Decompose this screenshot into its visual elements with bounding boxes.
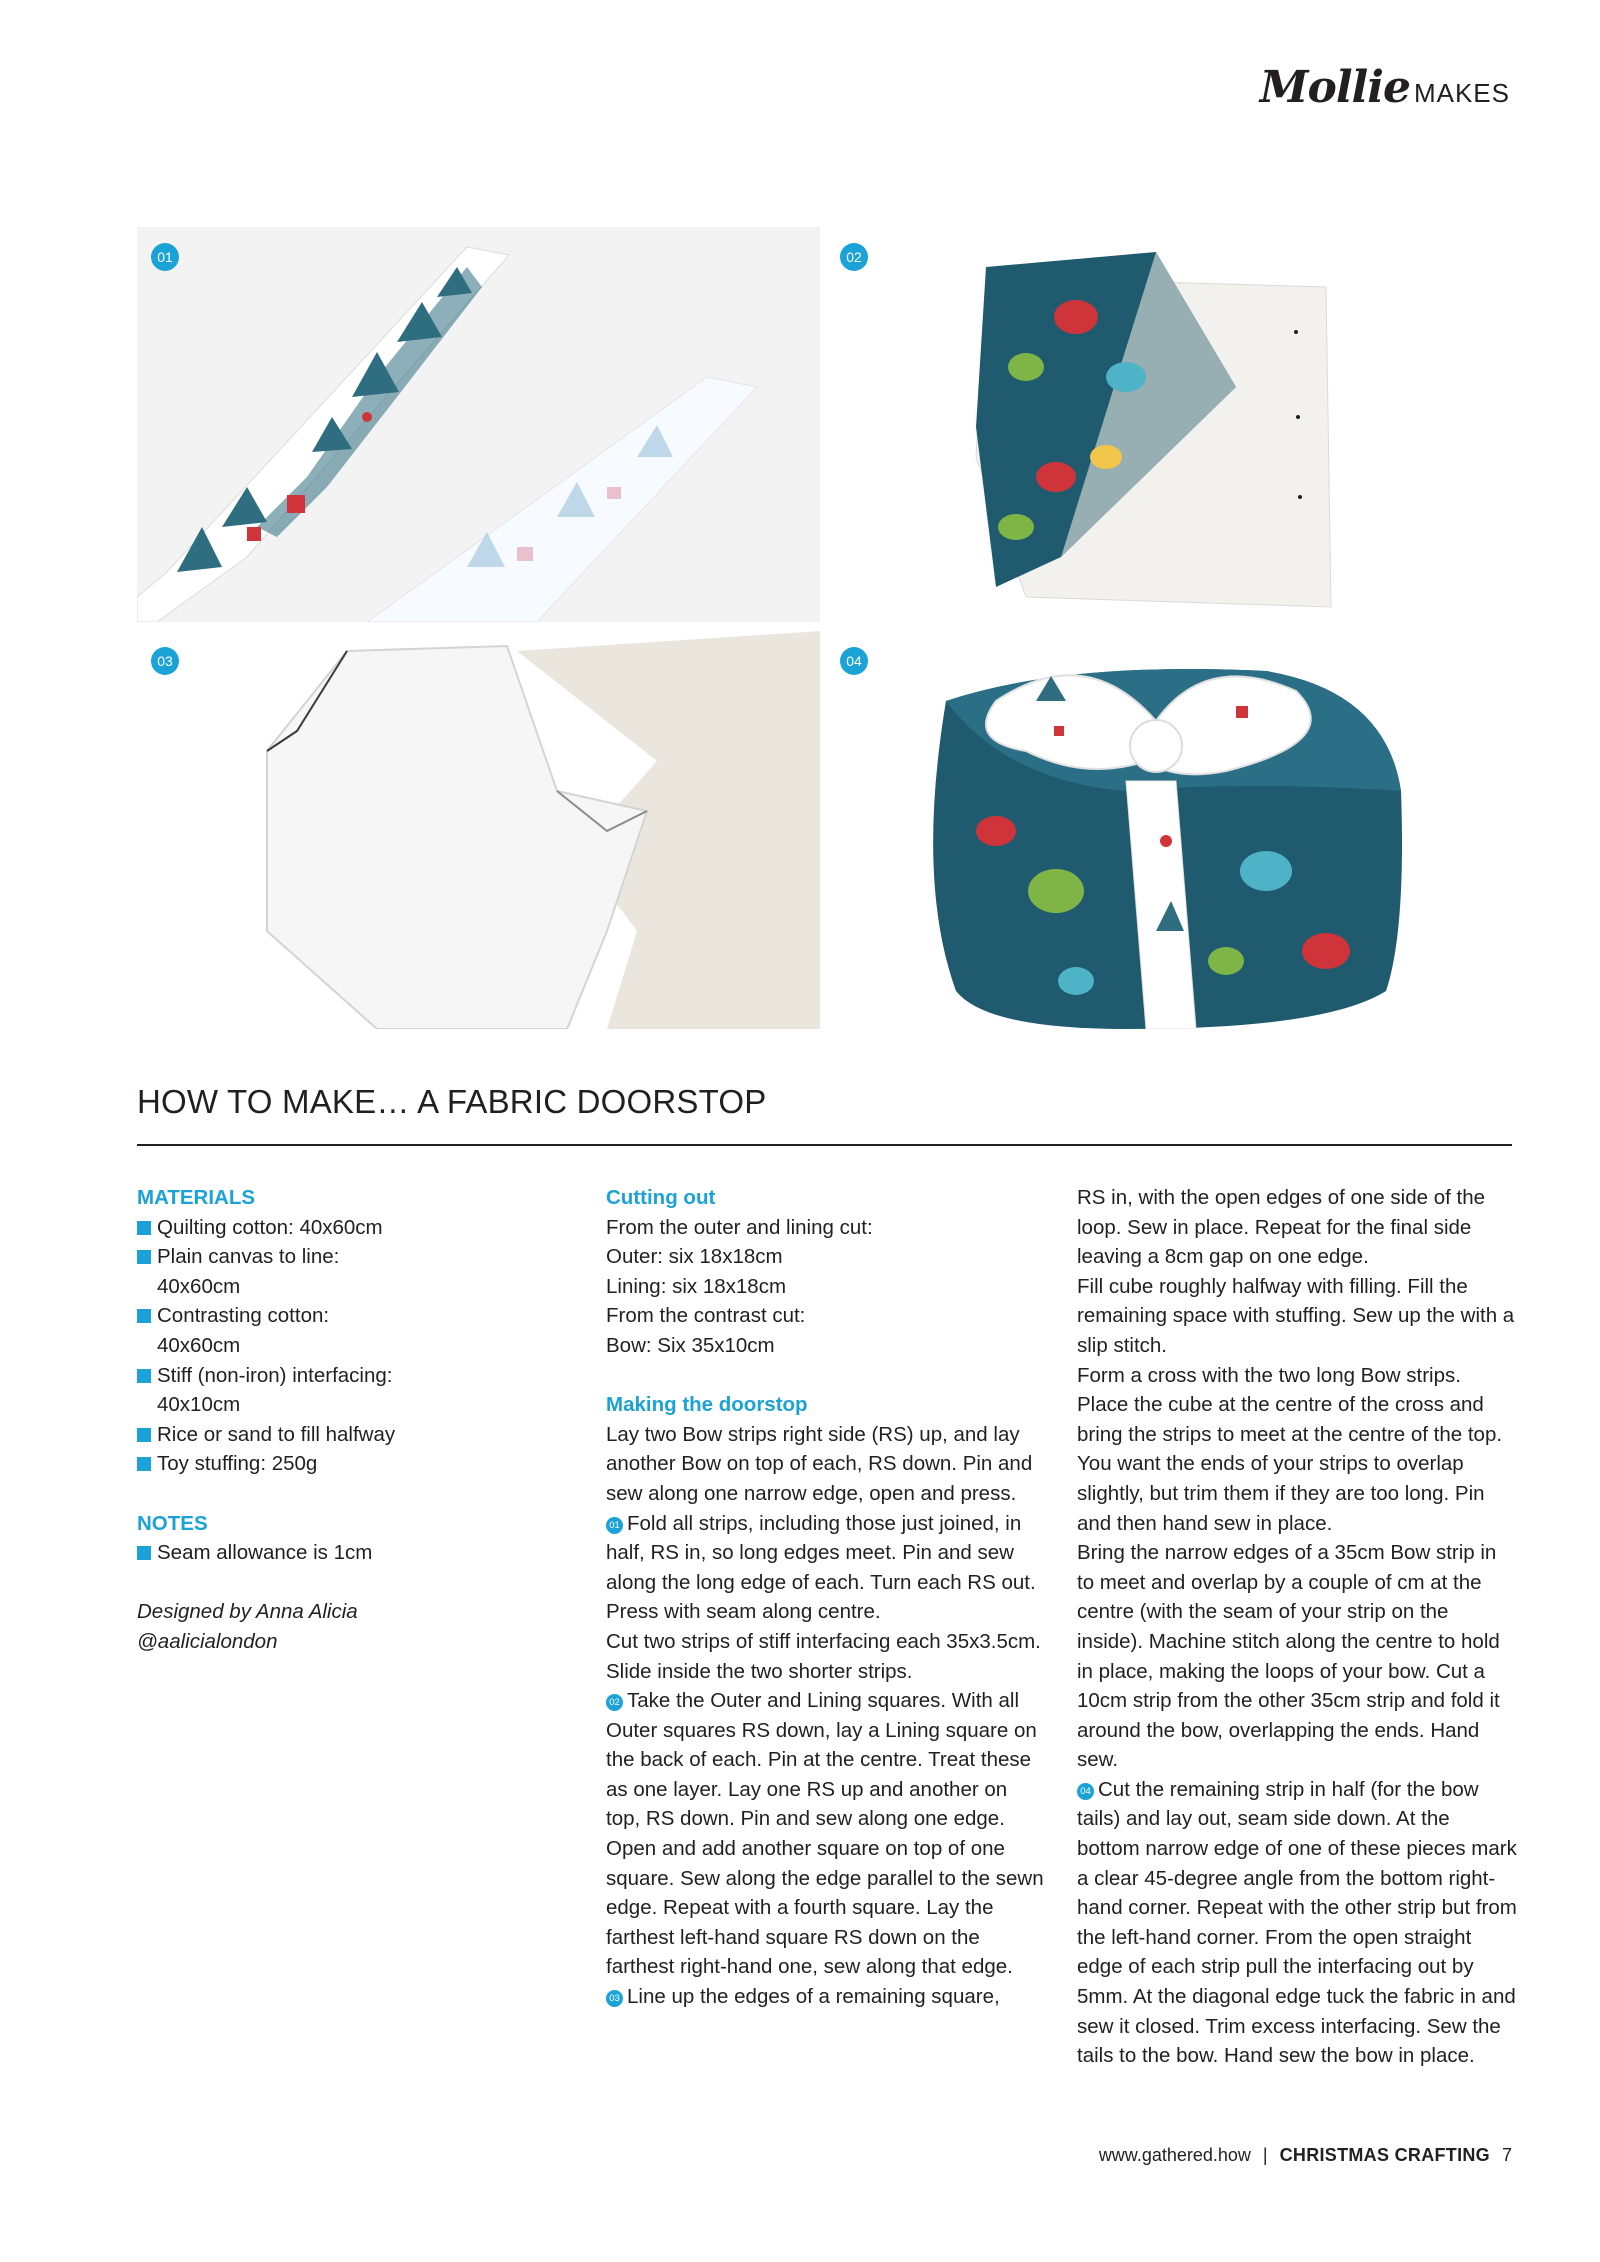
cutting-line: From the contrast cut: [606, 1304, 806, 1328]
note-item [137, 1538, 537, 1568]
bullet-square-icon [137, 1369, 151, 1383]
bullet-square-icon [137, 1546, 151, 1560]
material-item [137, 1449, 537, 1479]
step-photo-03 [137, 631, 820, 1029]
cutting-line: From the outer and lining cut: [606, 1215, 873, 1239]
instructions-column-1 [606, 1183, 1046, 2012]
bullet-square-icon [137, 1250, 151, 1264]
material-text: Quilting cotton: 40x60cm [157, 1215, 383, 1239]
step-photo-04 [826, 631, 1512, 1029]
step-photo-01 [137, 227, 820, 622]
material-item [137, 1361, 537, 1420]
brand-logo-script: Mollie [1259, 62, 1410, 113]
material-text-cont: 40x10cm [157, 1393, 241, 1417]
instruction-step-04 [1077, 1775, 1517, 2071]
material-text-cont: 40x60cm [157, 1333, 241, 1357]
designer-handle: @aalicialondon [137, 1629, 278, 1653]
material-text: Toy stuffing: 250g [157, 1452, 318, 1476]
cutting-title: Cutting out [606, 1186, 716, 1209]
bullet-square-icon [137, 1428, 151, 1442]
step-text: Fold all strips, including those just joined, in half, RS in, so long edges meet. Pin and sew along the long edge of each. Turn each RS out. Press with seam along centre. [606, 1511, 1036, 1624]
material-item [137, 1420, 537, 1450]
bullet-square-icon [137, 1309, 151, 1323]
instruction-paragraph: Form a cross with the two long Bow strips. Place the cube at the centre of the cross and bring the strips to meet at the centre of the top. You want the ends of your strips to overlap slightly, but trim them if they are too long. Pin and then hand sew in place. [1077, 1363, 1503, 1535]
cutting-line: Outer: six 18x18cm [606, 1245, 783, 1269]
material-text: Plain canvas to line: [157, 1245, 340, 1269]
step-text: Cut the remaining strip in half (for the bow tails) and lay out, seam side down. At the bottom narrow edge of one of these pieces mark a clear 45-degree angle from the bottom right-hand corner. Repeat with the other strip but from the left-hand corner. From the open straight edge of each strip pull the interfacing out by 5mm. At the diagonal edge tuck the fabric in and sew it closed. Trim excess interfacing. Sew the tails to the bow. Hand sew the bow in place. [1077, 1777, 1517, 2068]
material-text: Rice or sand to fill halfway [157, 1422, 396, 1446]
material-text-cont: 40x60cm [157, 1274, 241, 1298]
bullet-square-icon [137, 1457, 151, 1471]
photo-03-illustration [137, 631, 820, 1029]
step-badge-03: 03 [151, 647, 179, 675]
material-text: Contrasting cotton: [157, 1304, 330, 1328]
step-number-icon: 03 [606, 1990, 623, 2007]
photo-04-illustration [826, 631, 1512, 1029]
material-item [137, 1301, 537, 1360]
footer-magazine-name: CHRISTMAS CRAFTING [1279, 2145, 1490, 2165]
footer-separator: | [1262, 2145, 1268, 2165]
step-badge-01: 01 [151, 243, 179, 271]
instruction-paragraph: Bring the narrow edges of a 35cm Bow strip in to meet and overlap by a couple of cm at the centre (with the seam of your strip on the inside). Machine stitch along the centre to hold in place, making the loops of your bow. Cut a 10cm strip from the other 35cm strip and fold it around the bow, overlapping the ends. Hand sew. [1077, 1541, 1500, 1772]
brand-logo [1260, 62, 1510, 113]
step-text: Line up the edges of a remaining square, [627, 1985, 1000, 2009]
instruction-paragraph: RS in, with the open edges of one side of the loop. Sew in place. Repeat for the final side leaving a 8cm gap on one edge. [1077, 1186, 1485, 1269]
note-text: Seam allowance is 1cm [157, 1541, 373, 1565]
bullet-square-icon [137, 1221, 151, 1235]
page-title: HOW TO MAKE… A FABRIC DOORSTOP [137, 1083, 767, 1120]
instruction-paragraph: Fill cube roughly halfway with filling. Fill the remaining space with stuffing. Sew up the with a slip stitch. [1077, 1274, 1515, 1357]
step-photo-02 [826, 227, 1512, 622]
designer-credit: Designed by Anna Alicia [137, 1600, 358, 1624]
material-item [137, 1213, 537, 1243]
cutting-line: Lining: six 18x18cm [606, 1274, 787, 1298]
step-badge-04: 04 [840, 647, 868, 675]
step-number-icon: 01 [606, 1517, 623, 1534]
cutting-line: Bow: Six 35x10cm [606, 1333, 775, 1357]
title-divider [137, 1144, 1512, 1146]
brand-logo-makes: MAKES [1413, 78, 1510, 108]
materials-column [137, 1183, 537, 1657]
notes-title: NOTES [137, 1511, 208, 1535]
page-number: 7 [1501, 2145, 1512, 2165]
page-footer [1099, 2145, 1512, 2166]
photo-01-illustration [137, 227, 820, 622]
step-text: Take the Outer and Lining squares. With all Outer squares RS down, lay a Lining square on the back of each. Pin at the centre. Treat these as one layer. Lay one RS up and another on top, RS down. Pin and sew along one edge. [606, 1689, 1037, 1831]
instruction-paragraph: Cut two strips of stiff interfacing each 35x3.5cm. Slide inside the two shorter strips. [606, 1629, 1041, 1683]
footer-url[interactable]: www.gathered.how [1098, 2145, 1251, 2165]
step-number-icon: 02 [606, 1694, 623, 1711]
instruction-step-02 [606, 1686, 1046, 1834]
step-number-icon: 04 [1077, 1783, 1094, 1800]
making-title: Making the doorstop [606, 1393, 808, 1417]
instruction-step-03 [606, 1982, 1046, 2012]
instruction-paragraph: Open and add another square on top of one square. Sew along the edge parallel to the sewn edge. Repeat with a fourth square. Lay the farthest left-hand square RS down on the farthest right-hand one, sew along that edge. [606, 1837, 1044, 1979]
instruction-paragraph: Lay two Bow strips right side (RS) up, and lay another Bow on top of each, RS down. Pin and sew along one narrow edge, open and press. [606, 1422, 1033, 1505]
step-badge-02: 02 [840, 243, 868, 271]
material-item [137, 1242, 537, 1301]
instruction-step-01 [606, 1509, 1046, 1627]
material-text: Stiff (non-iron) interfacing: [157, 1363, 393, 1387]
materials-title: MATERIALS [137, 1186, 256, 1209]
instructions-column-2 [1077, 1183, 1517, 2071]
photo-02-illustration [826, 227, 1512, 622]
